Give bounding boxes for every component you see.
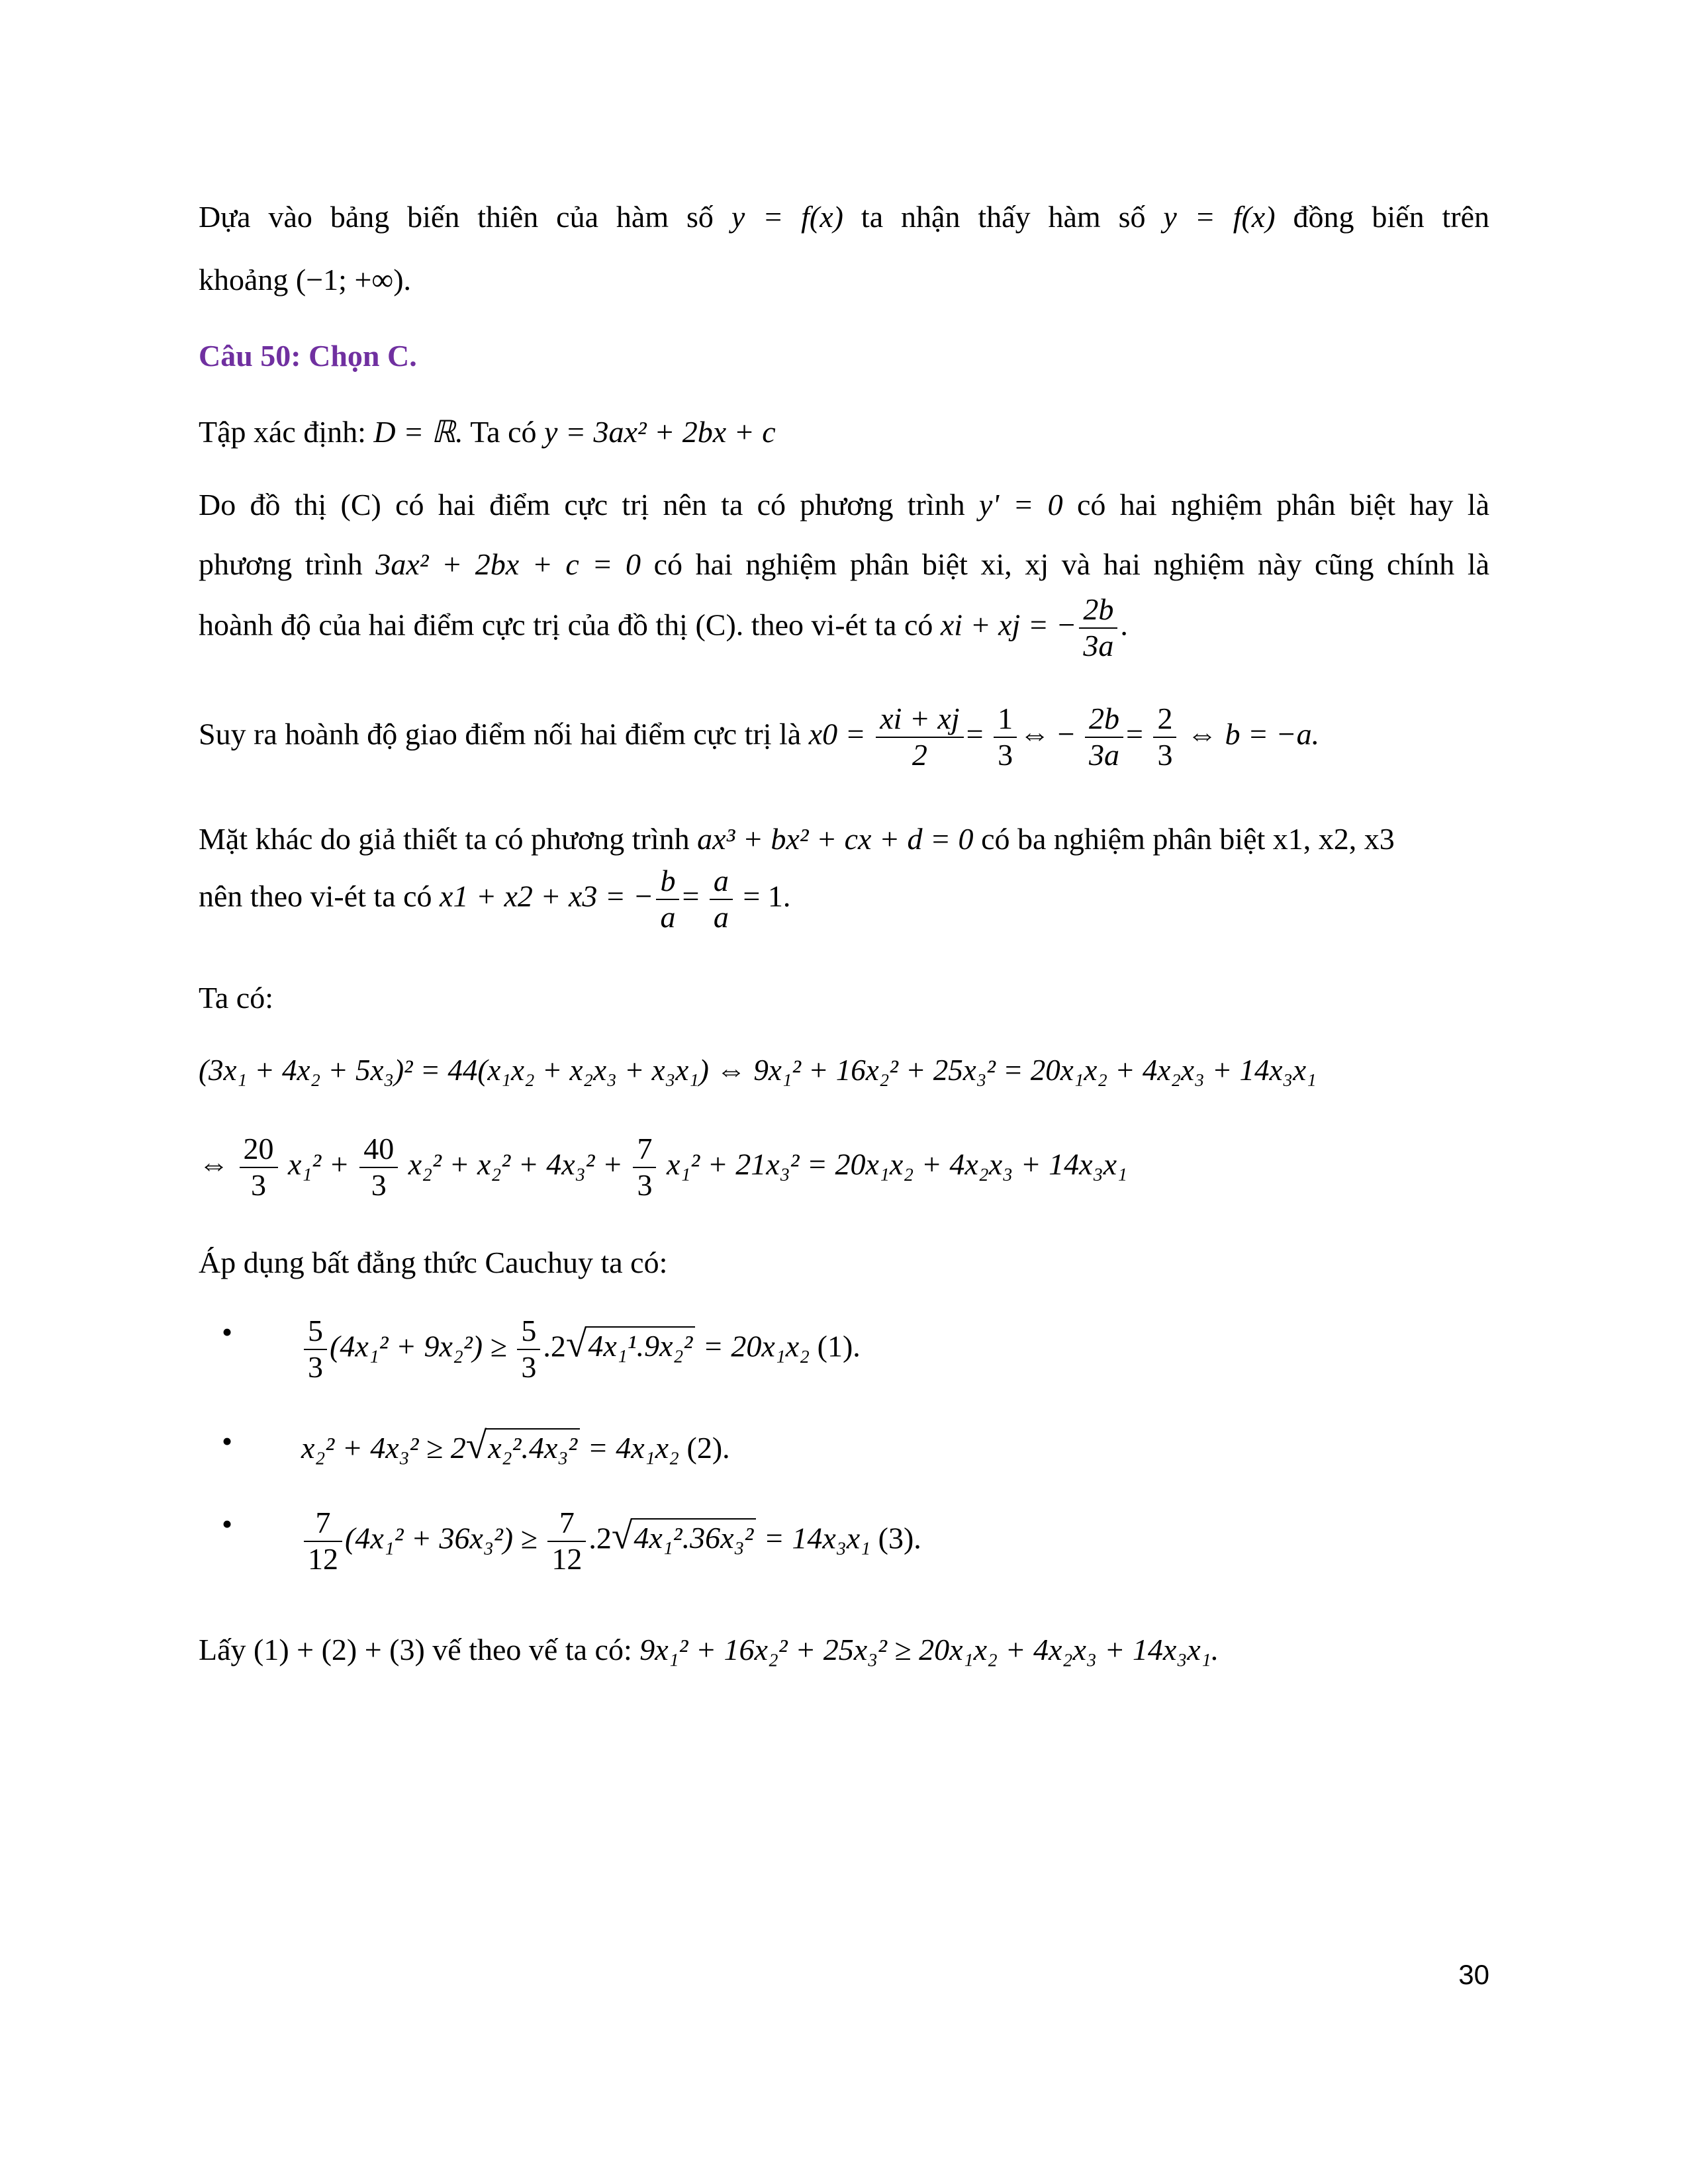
paragraph-line: nên theo vi-ét ta có x1 + x2 + x3 = − $\frac{b}{a}$ = $\frac{a}{a}$ = 1. xyxy=(199,864,791,934)
equation-tag: (1). xyxy=(817,1329,861,1363)
math-expression: = 1. xyxy=(743,879,791,913)
math-expression: 3ax² + 2bx + c = 0 xyxy=(375,547,641,581)
fraction xyxy=(359,1132,398,1203)
denominator: 2 xyxy=(912,737,927,772)
text: Dựa vào bảng biến thiên của hàm số xyxy=(199,200,714,234)
paragraph-line xyxy=(199,546,1489,582)
math-expression: y = 3ax² + 2bx + c xyxy=(544,415,776,449)
math-expression: x0 = xyxy=(808,717,866,751)
text: có hai nghiệm phân biệt hay là xyxy=(1076,488,1489,522)
fraction xyxy=(1153,702,1176,773)
equation-tag: (2). xyxy=(686,1431,730,1465)
math-expression: .2 xyxy=(588,1521,612,1555)
page-number: 30 xyxy=(1458,1959,1489,1990)
text: có ba nghiệm phân biệt x1, x2, x3 xyxy=(981,822,1395,856)
paragraph-line xyxy=(199,486,1489,523)
numerator: xi + xj xyxy=(876,702,963,738)
text: đồng biến trên xyxy=(1293,200,1490,234)
math-expression: ⇔ b = −a. xyxy=(1186,717,1320,751)
fraction xyxy=(517,1314,540,1385)
equation-2: ⇔ $\frac{20}{3}$ x₁² + $\frac{40}{3}$ x₂² + x₂² + 4x₃² + $\frac{7}{3}$ x₁² + 21x₃² = 20x₁x₂ + 4x₂x₃ + 14x₃x₁ xyxy=(199,1132,1128,1202)
fraction xyxy=(876,702,963,773)
math-expression: = 20x₁x₂ xyxy=(702,1329,810,1363)
fraction xyxy=(1079,592,1117,664)
radicand: 4x₁².36x₃² xyxy=(631,1518,756,1556)
denominator: 3 xyxy=(1157,737,1173,772)
paragraph-monotonic xyxy=(199,199,1489,235)
text: Do đồ thị (C) có hai điểm cực trị nên ta có phương trình xyxy=(199,488,965,522)
bullet-item-2 xyxy=(222,1423,1427,1469)
numerator: 2b xyxy=(1085,702,1123,738)
math-expression: x1 + x2 + x3 = − xyxy=(440,879,654,913)
denominator: 3 xyxy=(251,1167,266,1202)
fraction xyxy=(304,1506,342,1577)
denominator: 3 xyxy=(308,1349,323,1384)
math-expression: y = f(x) xyxy=(731,200,843,234)
math-expression: y = f(x) xyxy=(1163,200,1276,234)
fraction xyxy=(304,1314,327,1385)
math-expression: x₂² + x₂² + 4x₃² + xyxy=(408,1147,623,1181)
numerator: a xyxy=(710,864,733,900)
denominator: 12 xyxy=(308,1541,338,1576)
math-expression: ax³ + bx² + cx + d = 0 xyxy=(697,822,974,856)
denominator: a xyxy=(660,899,676,934)
numerator: 7 xyxy=(633,1132,656,1168)
domain-line xyxy=(199,414,1489,450)
paragraph-line: hoành độ của hai điểm cực trị của đồ thị (C). theo vi-ét ta có xi + xj = − $\frac{2b}{3a}$ . xyxy=(199,592,1128,662)
text: hoành độ của hai điểm cực trị của đồ thị (C). theo vi-ét ta có xyxy=(199,608,933,642)
math-expression: y' = 0 xyxy=(978,488,1063,522)
fraction xyxy=(547,1506,586,1577)
numerator: b xyxy=(656,864,679,900)
text: Tập xác định: xyxy=(199,415,366,449)
numerator: 2 xyxy=(1153,702,1176,738)
equation-1: (3x₁ + 4x₂ + 5x₃)² = 44(x₁x₂ + x₂x₃ + x₃x₁) ⇔ 9x₁² + 16x₂² + 25x₃² = 20x₁x₂ + 4x₂x₃ + 14x₃x₁ xyxy=(199,1054,1317,1087)
numerator: 1 xyxy=(994,702,1017,738)
denominator: 3 xyxy=(521,1349,537,1384)
paragraph-x0: Suy ra hoành độ giao điểm nối hai điểm cực trị là x0 = $\frac{xi + xj}{2}$ = $\frac{1}{3}$ ⇔ − $\frac{2b}{3a}$ = $\frac{2}{3}$ ⇔ b = −a. xyxy=(199,702,1320,772)
text: khoảng xyxy=(199,263,289,296)
fraction xyxy=(994,702,1017,773)
fraction xyxy=(633,1132,656,1203)
text: có hai nghiệm phân biệt xi, xj và hai nghiệm này cũng chính là xyxy=(653,547,1490,581)
equation-tag: (3). xyxy=(878,1521,921,1555)
math-expression: x₂² + 4x₃² ≥ 2 xyxy=(301,1431,466,1465)
text: Lấy (1) + (2) + (3) vế theo vế ta có: xyxy=(199,1633,632,1666)
denominator: 3 xyxy=(998,737,1013,772)
denominator: 3a xyxy=(1083,628,1114,662)
numerator: 2b xyxy=(1079,592,1117,629)
denominator: 12 xyxy=(551,1541,583,1576)
bullet-icon: • xyxy=(222,1424,233,1458)
math-expression: xi + xj = − xyxy=(940,608,1077,642)
math-expression: x₁² + xyxy=(288,1147,350,1181)
numerator: 20 xyxy=(240,1132,278,1168)
text-ta-co: Ta có: xyxy=(199,981,274,1015)
radicand: 4x₁¹.9x₂² xyxy=(585,1326,695,1364)
bullet-item-1 xyxy=(222,1314,1427,1385)
text: Mặt khác do giả thiết ta có phương trình xyxy=(199,822,690,856)
math-expression: = 14x₃x₁ xyxy=(763,1521,871,1555)
math-expression: (4x₁² + 9x₂²) ≥ xyxy=(330,1329,507,1363)
fraction xyxy=(1085,702,1123,773)
bullet-icon: • xyxy=(222,1315,233,1349)
final-line xyxy=(199,1631,1489,1668)
fraction xyxy=(240,1132,278,1203)
math-expression: (4x₁² + 36x₃²) ≥ xyxy=(345,1521,538,1555)
math-expression: D = ℝ. xyxy=(373,415,463,449)
text: ta nhận thấy hàm số xyxy=(861,200,1146,234)
paragraph-interval xyxy=(199,261,1489,298)
text: Suy ra hoành độ giao điểm nối hai điểm cực trị là xyxy=(199,717,802,751)
numerator: 5 xyxy=(517,1314,540,1350)
denominator: 3 xyxy=(637,1167,653,1202)
bullet-item-3 xyxy=(222,1506,1427,1577)
fraction xyxy=(656,864,679,935)
fraction xyxy=(710,864,733,935)
math-expression: x₁² + 21x₃² = 20x₁x₂ + 4x₂x₃ + 14x₃x₁ xyxy=(666,1147,1128,1181)
sqrt-icon: √ xyxy=(611,1515,633,1557)
numerator: 7 xyxy=(304,1506,342,1542)
math-expression: .2 xyxy=(543,1329,566,1363)
numerator: 7 xyxy=(547,1506,586,1542)
math-expression: (−1; +∞). xyxy=(295,263,412,296)
numerator: 40 xyxy=(359,1132,398,1168)
denominator: a xyxy=(713,899,729,934)
denominator: 3 xyxy=(371,1167,387,1202)
text: nên theo vi-ét ta có xyxy=(199,879,432,913)
numerator: 5 xyxy=(304,1314,327,1350)
sqrt-icon: √ xyxy=(465,1425,487,1467)
question-heading: Câu 50: Chọn C. xyxy=(199,339,417,373)
radicand: x₂².4x₃² xyxy=(485,1428,580,1466)
denominator: 3a xyxy=(1089,737,1120,772)
sqrt-icon: √ xyxy=(565,1323,587,1365)
text-cauchy: Áp dụng bất đẳng thức Cauchuy ta có: xyxy=(199,1246,668,1279)
text: Ta có xyxy=(470,415,537,449)
paragraph-line xyxy=(199,821,1489,857)
text: phương trình xyxy=(199,547,363,581)
bullet-icon: • xyxy=(222,1507,233,1541)
math-expression: 9x₁² + 16x₂² + 25x₃² ≥ 20x₁x₂ + 4x₂x₃ + 14x₃x₁. xyxy=(639,1633,1219,1666)
math-expression: = 4x₁x₂ xyxy=(587,1431,680,1465)
